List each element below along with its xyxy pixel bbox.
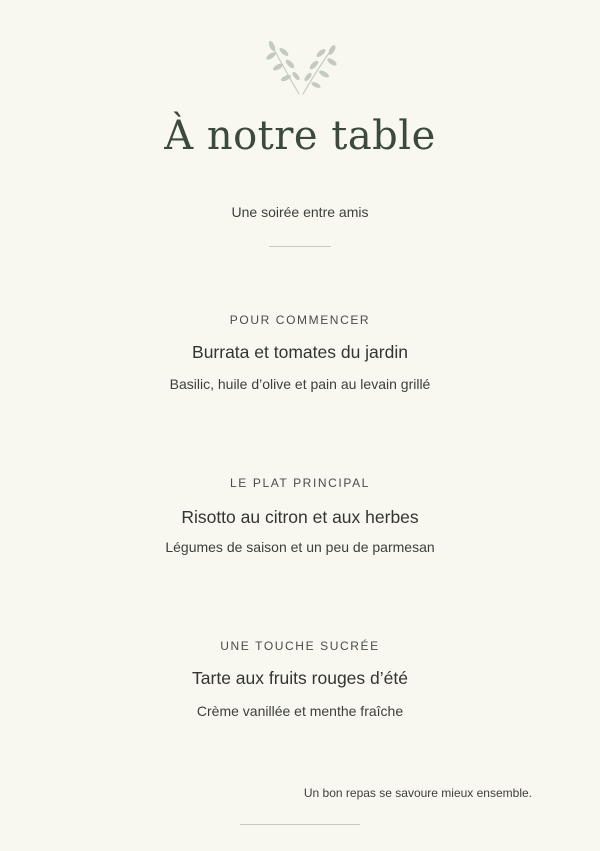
page-subtitle: Une soirée entre amis [231,204,369,220]
dish-description-starter: Basilic, huile d’olive et pain au levain grillé [169,376,431,392]
dish-description-main: Légumes de saison et un peu de parmesan [165,539,435,555]
dish-description-dessert: Crème vanillée et menthe fraîche [196,703,404,719]
divider-bottom [240,824,360,825]
course-label-main: LE PLAT PRINCIPAL [230,476,370,490]
olive-sprig-icon [262,38,340,98]
page-title: À notre table [164,113,436,159]
course-label-dessert: UNE TOUCHE SUCRÉE [220,639,380,653]
course-label-starter: POUR COMMENCER [229,313,371,327]
divider-top [269,246,331,247]
dish-name-starter: Burrata et tomates du jardin [192,342,408,362]
footer-note: Un bon repas se savoure mieux ensemble. [303,786,532,800]
dish-name-main: Risotto au citron et aux herbes [181,507,419,527]
dish-name-dessert: Tarte aux fruits rouges d’été [192,668,408,688]
